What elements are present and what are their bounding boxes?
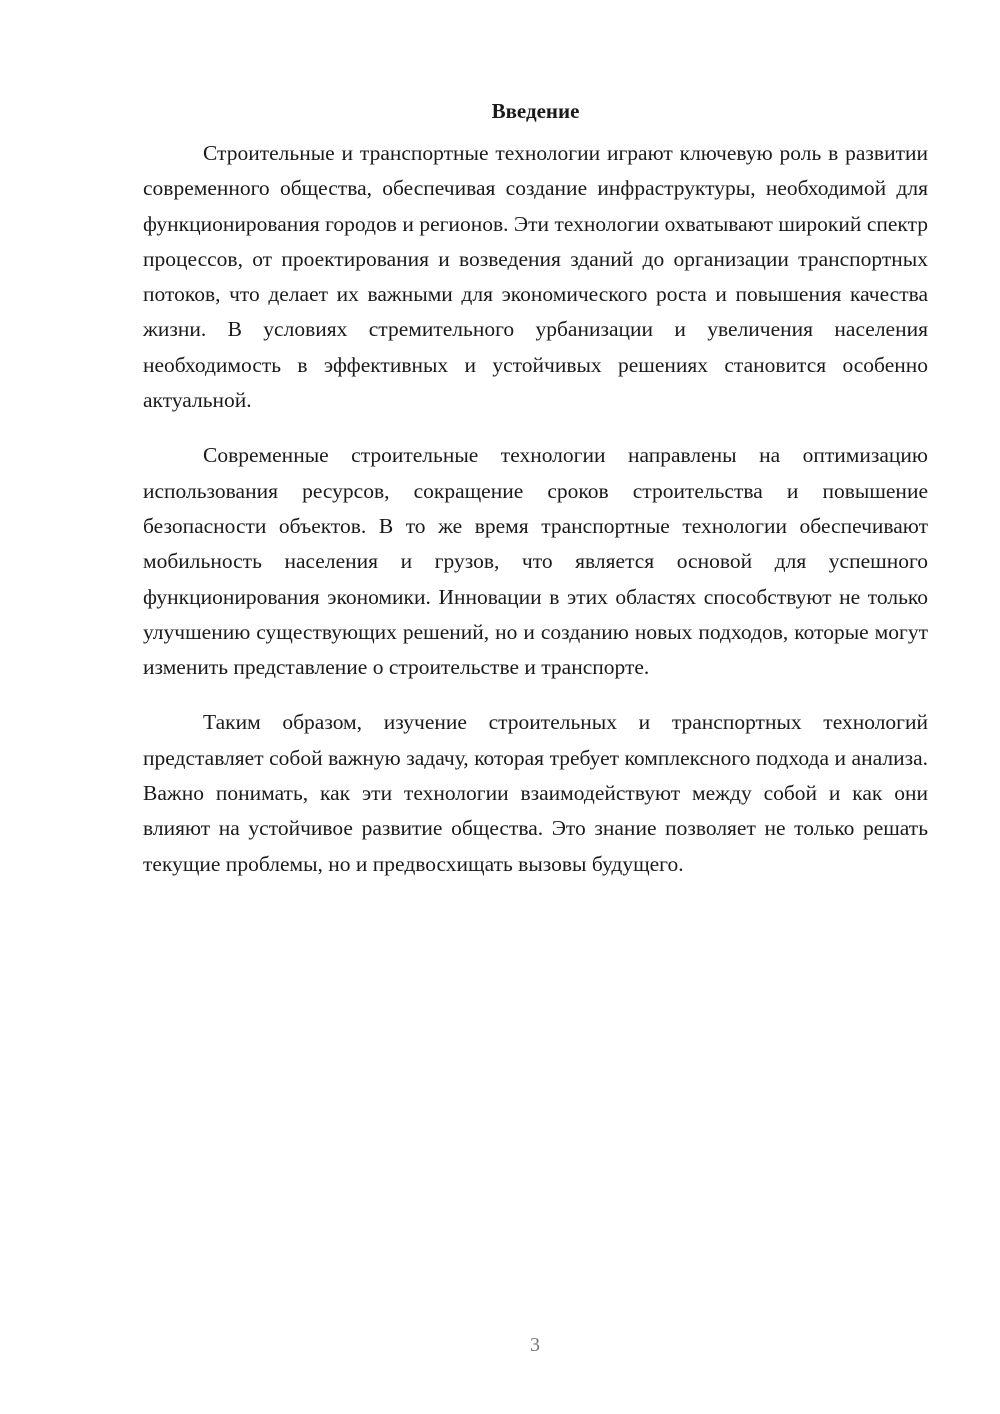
paragraph-2: Современные строительные технологии направлены на оптимизацию использования ресурсов, сокращение сроков строительства и повышение безопасности объектов. В то же время транспортные технологии обеспечивают мобильность населения и грузов, что является основой для успешного функционирования экономики. Инновации в этих областях способствуют не только улучшению существующих решений, но и созданию новых подходов, которые могут изменить представление о строительстве и транспорте. [143,443,928,680]
section-title: Введение [491,99,580,123]
paragraph-3: Таким образом, изучение строительных и транспортных технологий представляет собой важную задачу, которая требует комплексного подхода и анализа. Важно понимать, как эти технологии взаимодействуют между собой и как они влияют на устойчивое развитие общества. Это знание позволяет не только решать текущие проблемы, но и предвосхищать вызовы будущего. [143,710,928,876]
page-number: 3 [530,1334,540,1356]
page-content [143,95,928,902]
paragraph-1: Строительные и транспортные технологии играют ключевую роль в развитии современного общества, обеспечивая создание инфраструктуры, необходимой для функционирования городов и регионов. Эти технологии охватывают широкий спектр процессов, от проектирования и возведения зданий до организации транспортных потоков, что делает их важными для экономического роста и повышения качества жизни. В условиях стремительного урбанизации и увеличения населения необходимость в эффективных и устойчивых решениях становится особенно актуальной. [143,141,928,413]
